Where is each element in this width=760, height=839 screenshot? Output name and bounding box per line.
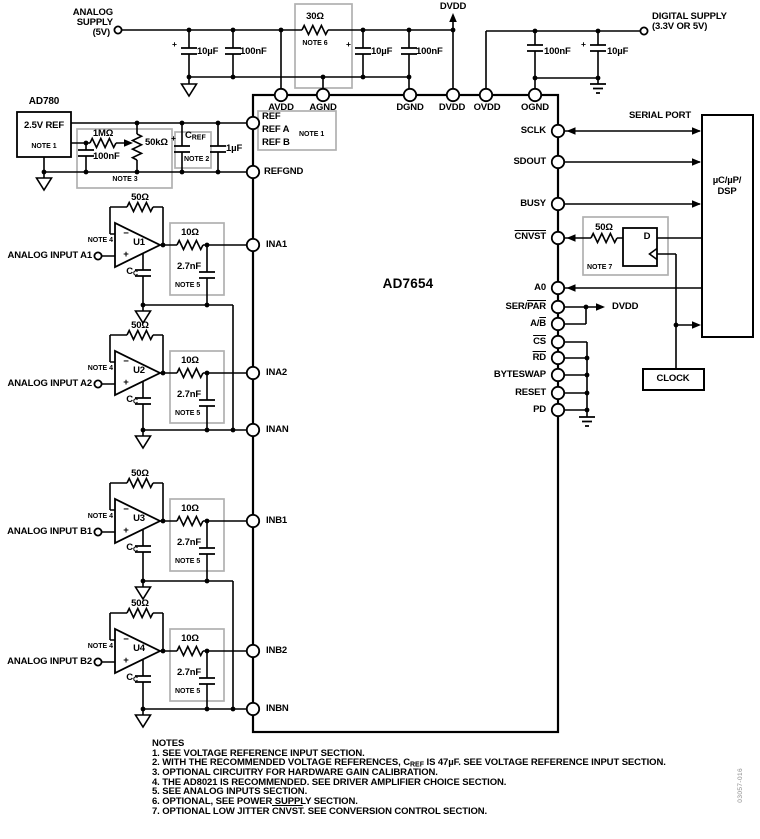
cnvst-note-label: NOTE 7	[587, 264, 613, 271]
pin-ref: REF	[262, 111, 281, 122]
u3-feedback-label: 50Ω	[131, 468, 149, 479]
note-line: 2. WITH THE RECOMMENDED VOLTAGE REFERENCES, $C_{REF}$ IS 47µF. SEE VOLTAGE REFERENCE INPUT SECTION.	[152, 757, 666, 769]
pin-busy: BUSY	[520, 198, 546, 209]
dvdd-rail-label: DVDD	[439, 1, 467, 12]
u2-cc-label	[126, 395, 138, 406]
u2-filter-label: 2.7nF	[177, 389, 202, 400]
pin-inb1: INB1	[266, 515, 288, 526]
u1-plus: +	[123, 249, 129, 260]
cnvst-50ohm-resistor	[591, 234, 617, 243]
u3-designator: U3	[133, 513, 145, 524]
notes-list	[152, 749, 666, 817]
mcu-label-2: DSP	[717, 186, 737, 197]
analog-supply-label-1: ANALOG	[72, 7, 113, 18]
analog-10uf-cap	[181, 48, 197, 54]
u4-filter-cap	[199, 678, 215, 684]
cc-main: C	[126, 542, 133, 553]
pin-ina1: INA1	[266, 239, 288, 250]
pin-ina2: INA2	[266, 367, 288, 378]
u3-minus: −	[123, 504, 129, 515]
cref-sub: REF	[191, 134, 206, 142]
note-line: 4. THE AD8021 IS RECOMMENDED. SEE DRIVER AMPLIFIER CHOICE SECTION.	[152, 776, 507, 788]
u2-feedback-label: 50Ω	[131, 320, 149, 331]
cc-main: C	[126, 394, 133, 405]
digital-supply-label-1: DIGITAL SUPPLY	[652, 11, 727, 22]
dff-d-label: D	[643, 231, 651, 242]
dff-box	[623, 228, 657, 266]
u3-series-resistor	[177, 517, 203, 526]
u2-note4: NOTE 4	[87, 365, 113, 372]
u4-designator: U4	[133, 643, 145, 654]
u1-designator: U1	[133, 237, 145, 248]
analog-supply-wires	[122, 16, 453, 89]
u2-plus: +	[123, 377, 129, 388]
series-res-label: 30Ω	[306, 11, 324, 22]
reference-wires	[44, 123, 247, 178]
digital-supply-terminal	[640, 27, 647, 34]
control-earth-ground	[579, 417, 595, 426]
note-line: 1. SEE VOLTAGE REFERENCE INPUT SECTION.	[152, 747, 365, 759]
cref-label	[185, 131, 206, 142]
analog-supply-label-2: SUPPLY	[76, 17, 113, 28]
pin-dgnd: DGND	[396, 102, 424, 113]
pin-a0: A0	[534, 282, 546, 293]
input-a2-terminal	[94, 380, 101, 387]
u4-minus: −	[123, 634, 129, 645]
b-part: $\overline{B}$	[539, 318, 546, 329]
ad780-function: 2.5V REF	[24, 120, 64, 131]
u4-plus: +	[123, 655, 129, 666]
u4-series-resistor	[177, 647, 203, 656]
dvdd-10uf-label: 10µF	[371, 46, 393, 57]
u1-series-label: 10Ω	[181, 227, 199, 238]
u4-series-label: 10Ω	[181, 633, 199, 644]
plus-mark: +	[346, 39, 351, 49]
analog-supply-label-3: (5V)	[92, 27, 110, 38]
u1-feedback-resistor	[127, 203, 153, 212]
pin-inb2: INB2	[266, 645, 288, 656]
pin-ref-b: REF B	[262, 137, 290, 148]
ad780-title: AD780	[28, 96, 60, 107]
u3-feedback-resistor	[127, 479, 153, 488]
dvdd-100nf-label: 100nF	[416, 46, 443, 57]
dvdd-net-label: DVDD	[612, 301, 639, 312]
ic-name: AD7654	[382, 276, 434, 291]
u2-series-label: 10Ω	[181, 355, 199, 366]
series-res-note: NOTE 6	[302, 40, 328, 47]
digital-100nf-cap	[527, 45, 543, 51]
cc-sub: C	[132, 676, 138, 684]
pot-50kohm	[133, 134, 142, 160]
pin-cnvst: CNVST	[514, 231, 546, 242]
trim-100nf-cap	[78, 150, 94, 156]
resistor-30ohm	[302, 26, 328, 35]
pin-ref-a: REF A	[262, 124, 290, 135]
note-line: 6. OPTIONAL, SEE POWER SUPPLY SECTION.	[152, 796, 358, 808]
u2-designator: U2	[133, 365, 145, 376]
cc-sub: C	[132, 546, 138, 554]
pin-ognd: OGND	[521, 102, 549, 113]
analog-100nf-label: 100nF	[240, 46, 267, 57]
pin-agnd: AGND	[309, 102, 337, 113]
u3-filter-cap	[199, 548, 215, 554]
trim-res-label: 1MΩ	[92, 128, 114, 139]
u2-minus: −	[123, 356, 129, 367]
u4-filter-label: 2.7nF	[177, 667, 202, 678]
digital-100nf-label: 100nF	[544, 46, 571, 57]
u4-note4: NOTE 4	[87, 643, 113, 650]
u1-input-label: ANALOG INPUT A1	[7, 250, 92, 261]
input-b1-terminal	[94, 528, 101, 535]
pin-byteswap: BYTESWAP	[493, 369, 546, 380]
notes-block	[152, 739, 666, 817]
digital-10uf-cap	[590, 45, 606, 51]
trim-cap-label: 100nF	[93, 151, 120, 162]
pin-ser-par	[506, 302, 546, 312]
mcu-label-1: µC/µP/	[712, 175, 742, 186]
u4-feedback-resistor	[127, 609, 153, 618]
note-line: 7. OPTIONAL LOW JITTER CNVST. SEE CONVERSION CONTROL SECTION.	[152, 805, 488, 817]
pin-ovdd: OVDD	[473, 102, 501, 113]
u2-filter-cap	[199, 400, 215, 406]
plus-mark: +	[171, 133, 176, 143]
pin-avdd: AVDD	[268, 102, 294, 113]
u1-note4: NOTE 4	[87, 237, 113, 244]
pin-inan: INAN	[266, 424, 289, 435]
digital-10uf-label: 10µF	[607, 46, 629, 57]
u4-feedback-label: 50Ω	[131, 598, 149, 609]
u1-filter-label: 2.7nF	[177, 261, 202, 272]
notes-heading: NOTES	[152, 738, 185, 749]
u4-cc-label	[126, 673, 138, 684]
u3-cc-label	[126, 543, 138, 554]
ref-1uf-label: 1µF	[226, 143, 243, 154]
analog-10uf-label: 10µF	[197, 46, 219, 57]
ad780-box	[17, 112, 71, 157]
cref-main: C	[185, 130, 192, 141]
pin-cs: $\overline{CS}$	[533, 336, 546, 347]
pin-inbn: INBN	[266, 703, 289, 714]
u2-input-label: ANALOG INPUT A2	[7, 378, 92, 389]
u1-series-resistor	[177, 241, 203, 250]
dvdd-10uf-cap	[355, 48, 371, 54]
u2-feedback-resistor	[127, 331, 153, 340]
note-line: 3. OPTIONAL CIRCUITRY FOR HARDWARE GAIN CALIBRATION.	[152, 767, 438, 779]
u3-plus: +	[123, 525, 129, 536]
cnvst-res-label: 50Ω	[595, 222, 613, 233]
u1-filter-cap	[199, 272, 215, 278]
ic-pins	[247, 89, 564, 715]
analog-ground-symbol	[182, 84, 197, 96]
mcu-box	[702, 115, 753, 337]
u3-note5: NOTE 5	[175, 558, 201, 565]
pin-rd: $\overline{RD}$	[532, 352, 546, 363]
pot-label: 50kΩ	[145, 137, 168, 148]
ad780-note: NOTE 1	[31, 143, 57, 150]
dvdd-up-arrow	[449, 13, 457, 22]
u2-note5: NOTE 5	[175, 410, 201, 417]
cc-sub: C	[132, 270, 138, 278]
wire-layer	[17, 16, 753, 732]
pin-pd: PD	[533, 404, 546, 415]
u3-series-label: 10Ω	[181, 503, 199, 514]
ser-part: SER/	[505, 301, 528, 312]
par-part: $\overline{PAR}$	[527, 301, 546, 312]
input-b2-terminal	[94, 658, 101, 665]
digital-earth-ground	[590, 84, 606, 93]
u3-input-label: ANALOG INPUT B1	[7, 526, 92, 537]
pin-reset: RESET	[515, 387, 546, 398]
pin-refgnd: REFGND	[264, 166, 304, 177]
u1-note5: NOTE 5	[175, 282, 201, 289]
u1-minus: −	[123, 228, 129, 239]
u1-cc-label	[126, 267, 138, 278]
input-a1-terminal	[94, 252, 101, 259]
plus-mark: +	[172, 39, 177, 49]
analog-100nf-cap	[225, 48, 241, 54]
cref-cap	[174, 146, 190, 152]
resistor-1mohm	[90, 139, 116, 148]
ad780-ground-symbol	[37, 178, 52, 190]
trim-note-label: NOTE 3	[112, 176, 138, 183]
ref-1uf-cap	[210, 146, 226, 152]
ic-outline	[253, 95, 558, 732]
figure-id-watermark: 03057-016	[737, 768, 744, 803]
dvdd-net-arrow	[596, 303, 605, 311]
pin-dvdd: DVDD	[438, 102, 466, 113]
u2-series-resistor	[177, 369, 203, 378]
plus-mark: +	[581, 39, 586, 49]
note-boxes	[77, 1, 668, 701]
cref-note-label: NOTE 2	[184, 156, 210, 163]
u4-input-label: ANALOG INPUT B2	[7, 656, 92, 667]
cc-main: C	[126, 672, 133, 683]
cc-main: C	[126, 266, 133, 277]
cc-sub: C	[132, 398, 138, 406]
digital-supply-wires	[486, 31, 640, 89]
serial-port-label: SERIAL PORT	[628, 110, 692, 121]
u2-ground-symbol	[136, 436, 151, 448]
u3-note4: NOTE 4	[87, 513, 113, 520]
note-line: 5. SEE ANALOG INPUTS SECTION.	[152, 786, 308, 798]
u1-feedback-label: 50Ω	[131, 192, 149, 203]
ref-note-label: NOTE 1	[299, 131, 325, 138]
pin-sclk: SCLK	[520, 125, 546, 136]
u3-filter-label: 2.7nF	[177, 537, 202, 548]
digital-supply-label-2: (3.3V OR 5V)	[652, 21, 708, 32]
analog-supply-terminal	[114, 26, 121, 33]
clock-label: CLOCK	[656, 373, 690, 384]
dvdd-100nf-cap	[401, 48, 417, 54]
pin-a-b	[530, 319, 546, 329]
dff-clock-wedge	[650, 249, 658, 260]
a-part: A/	[530, 318, 540, 329]
pin-sdout: SDOUT	[513, 156, 546, 167]
u4-note5: NOTE 5	[175, 688, 201, 695]
u4-ground-symbol	[136, 715, 151, 727]
